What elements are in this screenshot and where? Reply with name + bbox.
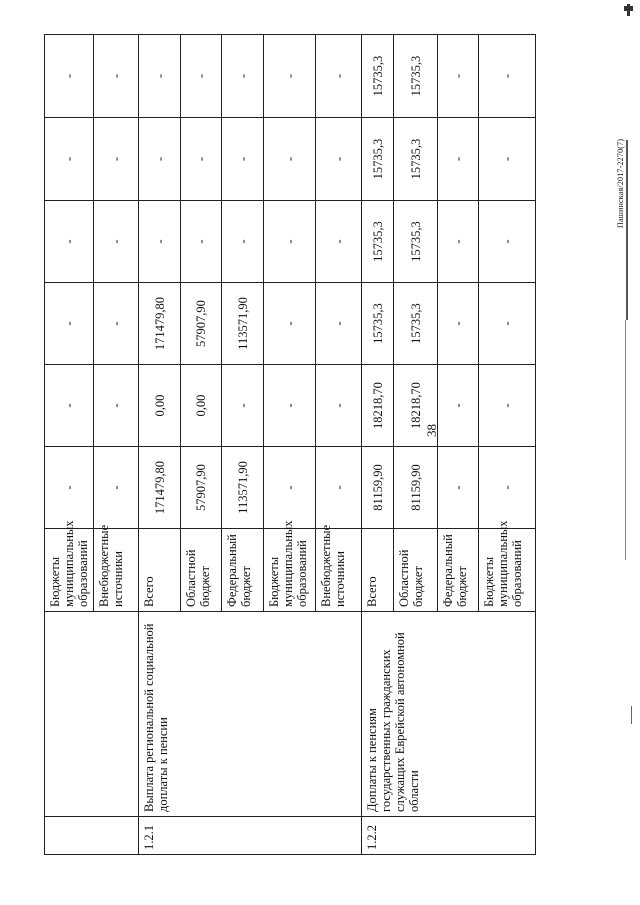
cell-value: 15735,3 xyxy=(394,201,438,283)
cell-value: - xyxy=(438,365,479,447)
cell-value: - xyxy=(139,35,181,118)
source-label: Бюджеты муниципальных образований xyxy=(45,529,94,612)
cell-value: - xyxy=(264,35,316,118)
cell-value: 171479,80 xyxy=(139,283,181,365)
cell-value: 113571,90 xyxy=(222,447,264,529)
cell-value: 15735,3 xyxy=(362,283,394,365)
cell-value: 15735,3 xyxy=(362,118,394,201)
source-label: Областной бюджет xyxy=(181,529,222,612)
cell-value: - xyxy=(94,447,139,529)
cell-value: - xyxy=(45,447,94,529)
cell-value: - xyxy=(45,201,94,283)
cell-value: - xyxy=(94,118,139,201)
budget-table xyxy=(44,34,536,855)
cell-value: 57907,90 xyxy=(181,283,222,365)
cell-value: - xyxy=(45,283,94,365)
cell-value: 18218,70 xyxy=(394,365,438,447)
cell-value: 0,00 xyxy=(181,365,222,447)
cell-value: - xyxy=(264,447,316,529)
cell-value: - xyxy=(222,201,264,283)
table-row xyxy=(362,35,394,855)
row-id: 1.2.1 xyxy=(139,817,362,855)
scan-edge-line xyxy=(625,320,626,560)
cell-value: - xyxy=(479,201,536,283)
cell-value: - xyxy=(139,118,181,201)
cell-value: - xyxy=(94,35,139,118)
cell-value: - xyxy=(316,35,362,118)
cell-value: 15735,3 xyxy=(362,35,394,118)
table-row xyxy=(45,35,94,855)
cell-value: - xyxy=(438,35,479,118)
cell-value: - xyxy=(264,201,316,283)
cell-value: - xyxy=(316,365,362,447)
cell-value: - xyxy=(181,201,222,283)
cell-value: - xyxy=(45,365,94,447)
row-title: Выплата региональной социальной доплаты к пенсии xyxy=(139,612,362,817)
source-label: Бюджеты муниципальных образований xyxy=(479,529,536,612)
cell-value: 15735,3 xyxy=(394,35,438,118)
source-label: Всего xyxy=(139,529,181,612)
cell-value: - xyxy=(264,283,316,365)
cell-value: - xyxy=(222,35,264,118)
cell-value: 113571,90 xyxy=(222,283,264,365)
cell-value: - xyxy=(479,283,536,365)
cell-value: 81159,90 xyxy=(394,447,438,529)
cell-value: - xyxy=(264,118,316,201)
source-label: Внебюджетные источники xyxy=(94,529,139,612)
cell-value: - xyxy=(438,118,479,201)
cell-value: - xyxy=(479,365,536,447)
cell-value: 171479,80 xyxy=(139,447,181,529)
table-row xyxy=(139,35,181,855)
cell-value: - xyxy=(94,283,139,365)
cell-value: - xyxy=(139,201,181,283)
cell-value: - xyxy=(479,118,536,201)
cell-value: - xyxy=(264,365,316,447)
cell-value: - xyxy=(316,201,362,283)
cell-value: - xyxy=(438,201,479,283)
document-stamp: Пашинская/2017-2270(7) xyxy=(616,138,625,228)
cell-value: 15735,3 xyxy=(362,201,394,283)
cell-value: - xyxy=(438,447,479,529)
rotated-table-wrapper xyxy=(44,35,534,855)
cell-value: - xyxy=(479,35,536,118)
cell-value: - xyxy=(222,365,264,447)
row-id xyxy=(45,817,139,855)
row-id: 1.2.2 xyxy=(362,817,536,855)
source-label: Внебюджетные источники xyxy=(316,529,362,612)
cell-value: - xyxy=(181,35,222,118)
cell-value: 0,00 xyxy=(139,365,181,447)
cell-value: - xyxy=(45,118,94,201)
scan-tick-mark xyxy=(631,706,632,724)
cell-value: - xyxy=(479,447,536,529)
cell-value: - xyxy=(438,283,479,365)
cell-value: 15735,3 xyxy=(394,118,438,201)
cell-value: - xyxy=(316,283,362,365)
cell-value: 81159,90 xyxy=(362,447,394,529)
corner-mark-icon xyxy=(624,4,636,18)
cell-value: - xyxy=(94,201,139,283)
source-label: Федеральный бюджет xyxy=(438,529,479,612)
cell-value: - xyxy=(94,365,139,447)
row-title: Доплаты к пенсиям государственных гражданских служащих Еврейской автономной области xyxy=(362,612,536,817)
scan-edge-line xyxy=(626,140,628,320)
source-label: Бюджеты муниципальных образований xyxy=(264,529,316,612)
cell-value: - xyxy=(316,447,362,529)
cell-value: - xyxy=(222,118,264,201)
cell-value: 57907,90 xyxy=(181,447,222,529)
page-number: 38 xyxy=(424,424,439,437)
source-label: Областной бюджет xyxy=(394,529,438,612)
row-title xyxy=(45,612,139,817)
source-label: Всего xyxy=(362,529,394,612)
cell-value: 15735,3 xyxy=(394,283,438,365)
cell-value: - xyxy=(316,118,362,201)
cell-value: 18218,70 xyxy=(362,365,394,447)
cell-value: - xyxy=(181,118,222,201)
cell-value: - xyxy=(45,35,94,118)
source-label: Федеральный бюджет xyxy=(222,529,264,612)
